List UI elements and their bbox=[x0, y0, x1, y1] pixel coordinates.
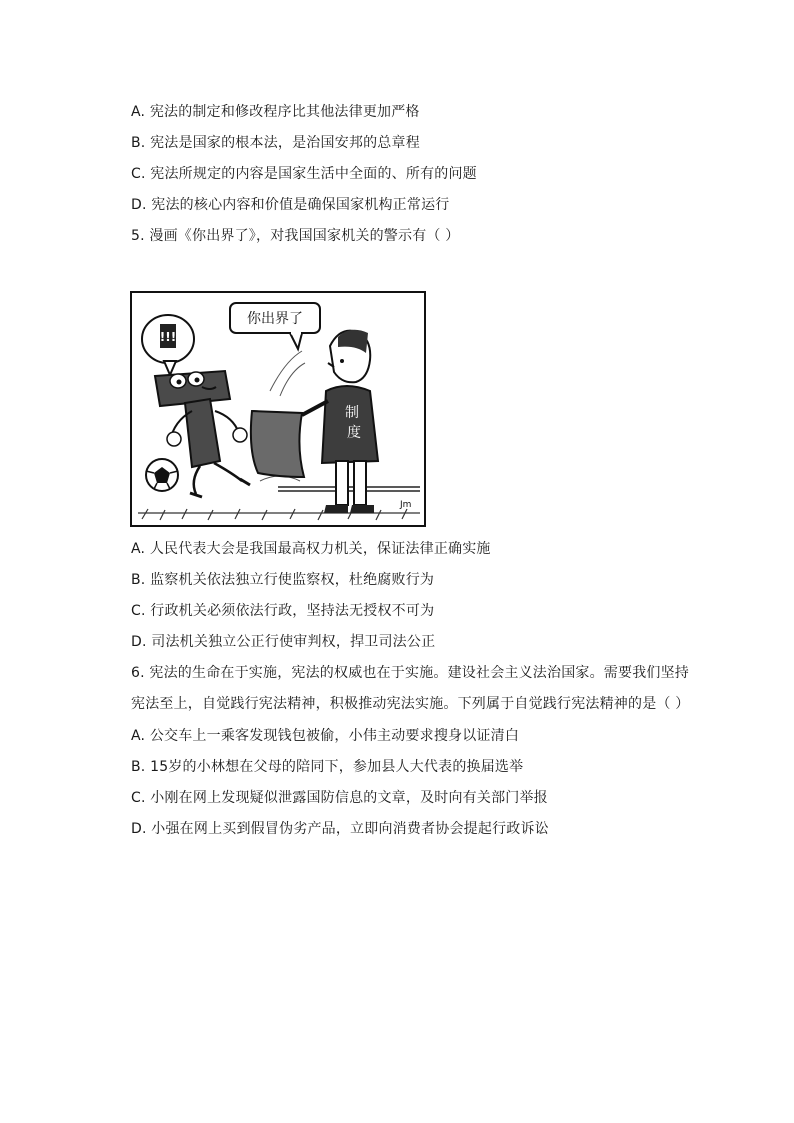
question-5-stem: 5. 漫画《你出界了》，对我国国家机关的警示有（ ） bbox=[131, 228, 460, 244]
q4-option-d: D. 宪法的核心内容和价值是确保国家机构正常运行 bbox=[131, 197, 450, 213]
q6-option-c: C. 小刚在网上发现疑似泄露国防信息的文章，及时向有关部门举报 bbox=[131, 790, 548, 806]
q6-option-d: D. 小强在网上买到假冒伪劣产品，立即向消费者协会提起行政诉讼 bbox=[131, 821, 549, 837]
question-6-stem-line2: 宪法至上，自觉践行宪法精神，积极推动宪法实施。下列属于自觉践行宪法精神的是（ ） bbox=[131, 696, 690, 712]
signature: Jm bbox=[400, 500, 412, 510]
q5-option-c: C. 行政机关必须依法行政，坚持法无授权不可为 bbox=[131, 603, 435, 619]
q5-option-d: D. 司法机关独立公正行使审判权，捍卫司法公正 bbox=[131, 634, 436, 650]
q4-option-a: A. 宪法的制定和修改程序比其他法律更加严格 bbox=[131, 104, 420, 120]
shirt-text-bottom: 度 bbox=[347, 425, 361, 441]
soccer-ball-icon bbox=[146, 459, 178, 491]
shirt-text-top: 制 bbox=[345, 405, 359, 421]
q4-option-c: C. 宪法所规定的内容是国家生活中全面的、所有的问题 bbox=[131, 166, 477, 182]
comic-illustration bbox=[130, 291, 426, 527]
q5-option-b: B. 监察机关依法独立行使监察权，杜绝腐败行为 bbox=[131, 572, 435, 588]
q6-option-a: A. 公交车上一乘客发现钱包被偷，小伟主动要求搜身以证清白 bbox=[131, 728, 520, 744]
exclaim-text: !!! bbox=[159, 330, 177, 344]
speech-text: 你出界了 bbox=[247, 311, 303, 327]
q4-option-b: B. 宪法是国家的根本法，是治国安邦的总章程 bbox=[131, 135, 420, 151]
question-6-stem-line1: 6. 宪法的生命在于实施，宪法的权威也在于实施。建设社会主义法治国家。需要我们坚持 bbox=[131, 665, 690, 681]
q5-option-a: A. 人民代表大会是我国最高权力机关，保证法律正确实施 bbox=[131, 541, 491, 557]
q6-option-b: B. 15岁的小林想在父母的陪同下，参加县人大代表的换届选举 bbox=[131, 759, 524, 775]
